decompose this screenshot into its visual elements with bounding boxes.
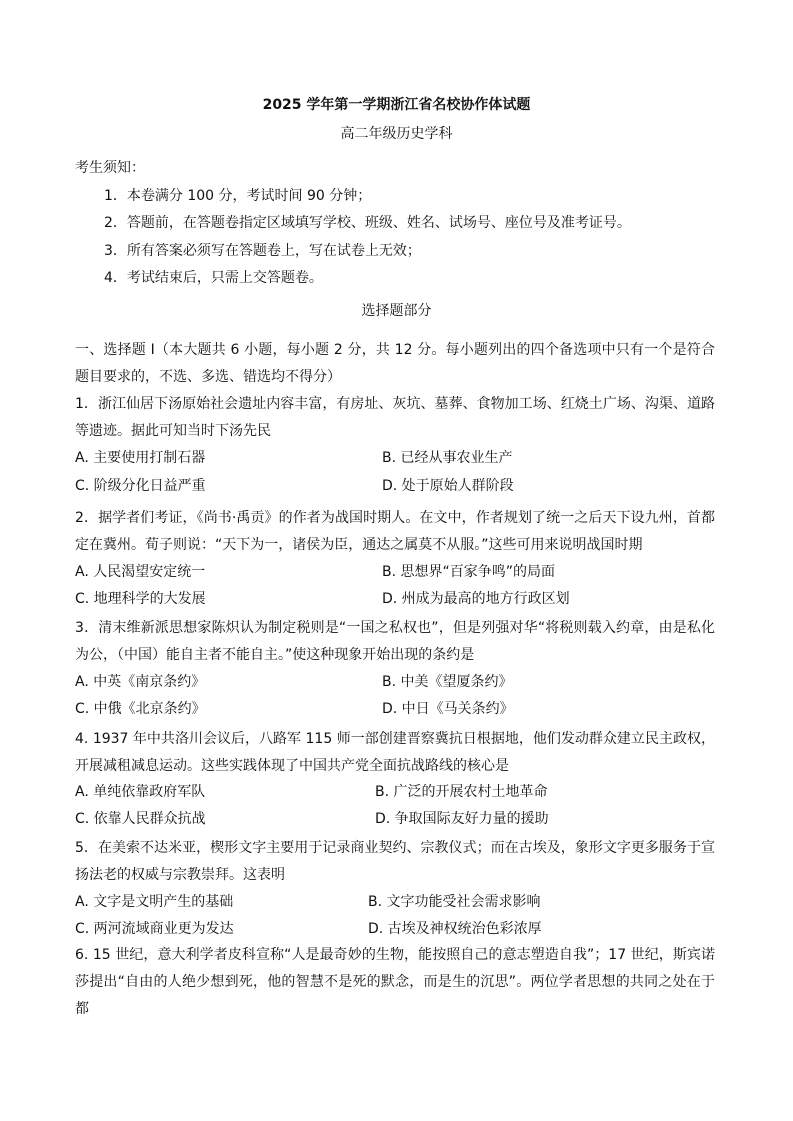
exam-subtitle: 高二年级历史学科 [340, 126, 453, 142]
question-3-option-a: A. 中英《南京条约》 [75, 674, 206, 690]
question-4-option-a: A. 单纯依靠政府军队 [75, 784, 206, 800]
question-5-option-c: C. 两河流域商业更为发达 [75, 921, 234, 937]
question-1-option-b: B. 已经从事农业生产 [382, 450, 513, 466]
question-2-option-d: D. 州成为最高的地方行政区划 [382, 591, 570, 607]
notice-item: 1．本卷满分 100 分，考试时间 90 分钟； [104, 188, 372, 204]
question-1-stem: 1．浙江仙居下汤原始社会遗址内容丰富，有房址、灰坑、墓葬、食物加工场、红烧土广场、沟渠、道路等遗迹。据此可知当时下汤先民 [75, 396, 715, 439]
question-1-option-d: D. 处于原始人群阶段 [382, 478, 514, 494]
question-5-stem: 5．在美索不达米亚，楔形文字主要用于记录商业契约、宗教仪式；而在古埃及，象形文字更多服务于宣扬法老的权威与宗教崇拜。这表明 [75, 840, 715, 883]
question-5-option-a: A. 文字是文明产生的基础 [75, 894, 234, 910]
section-instructions: 一、选择题 I（本大题共 6 小题，每小题 2 分，共 12 分。每小题列出的四个备选项中只有一个是符合题目要求的，不选、多选、错选均不得分） [75, 342, 715, 385]
question-3-stem: 3．清末维新派思想家陈炽认为制定税则是“一国之私权也”，但是列强对华“将税则载入约章，由是私化为公，（中国）能自主者不能自主。”使这种现象开始出现的条约是 [75, 620, 715, 663]
question-6-stem: 6. 15 世纪，意大利学者皮科宣称“人是最奇妙的生物，能按照自己的意志塑造自我”；17 世纪，斯宾诺莎提出“自由的人绝少想到死，他的智慧不是死的默念，而是生的沉思”。两位学者思想的共同之处在于都 [75, 947, 715, 1017]
question-5-option-b: B. 文字功能受社会需求影响 [368, 894, 541, 910]
question-3-option-d: D. 中日《马关条约》 [382, 701, 514, 717]
question-2-option-c: C. 地理科学的大发展 [75, 591, 206, 607]
question-2-option-a: A. 人民渴望安定统一 [75, 564, 206, 580]
notice-heading: 考生须知： [75, 160, 145, 176]
question-4-option-c: C. 依靠人民群众抗战 [75, 811, 206, 827]
question-4-option-d: D. 争取国际友好力量的援助 [375, 811, 549, 827]
question-5-option-d: D. 古埃及神权统治色彩浓厚 [368, 921, 542, 937]
question-1-option-c: C. 阶级分化日益严重 [75, 478, 206, 494]
question-4-stem: 4. 1937 年中共洛川会议后，八路军 115 师一部创建晋察冀抗日根据地，他们发动群众建立民主政权，开展减租减息运动。这些实践体现了中国共产党全面抗战路线的核心是 [75, 731, 715, 774]
question-3-option-b: B. 中美《望厦条约》 [382, 674, 513, 690]
exam-title: 2025 学年第一学期浙江省名校协作体试题 [262, 97, 531, 113]
section-title: 选择题部分 [361, 303, 432, 319]
question-4-option-b: B. 广泛的开展农村土地革命 [375, 784, 548, 800]
question-3-option-c: C. 中俄《北京条约》 [75, 701, 206, 717]
question-2-option-b: B. 思想界“百家争鸣”的局面 [382, 564, 556, 580]
notice-item: 2．答题前，在答题卷指定区域填写学校、班级、姓名、试场号、座位号及准考证号。 [104, 215, 631, 231]
notice-item: 4．考试结束后，只需上交答题卷。 [104, 270, 323, 286]
question-2-stem: 2．据学者们考证，《尚书·禹贡》的作者为战国时期人。在文中，作者规划了统一之后天下设九州，首都定在冀州。荀子则说：“天下为一，诸侯为臣，通达之属莫不从服。”这些可用来说明战国时期 [75, 510, 715, 553]
notice-item: 3．所有答案必须写在答题卷上，写在试卷上无效； [104, 243, 421, 259]
question-1-option-a: A. 主要使用打制石器 [75, 450, 206, 466]
